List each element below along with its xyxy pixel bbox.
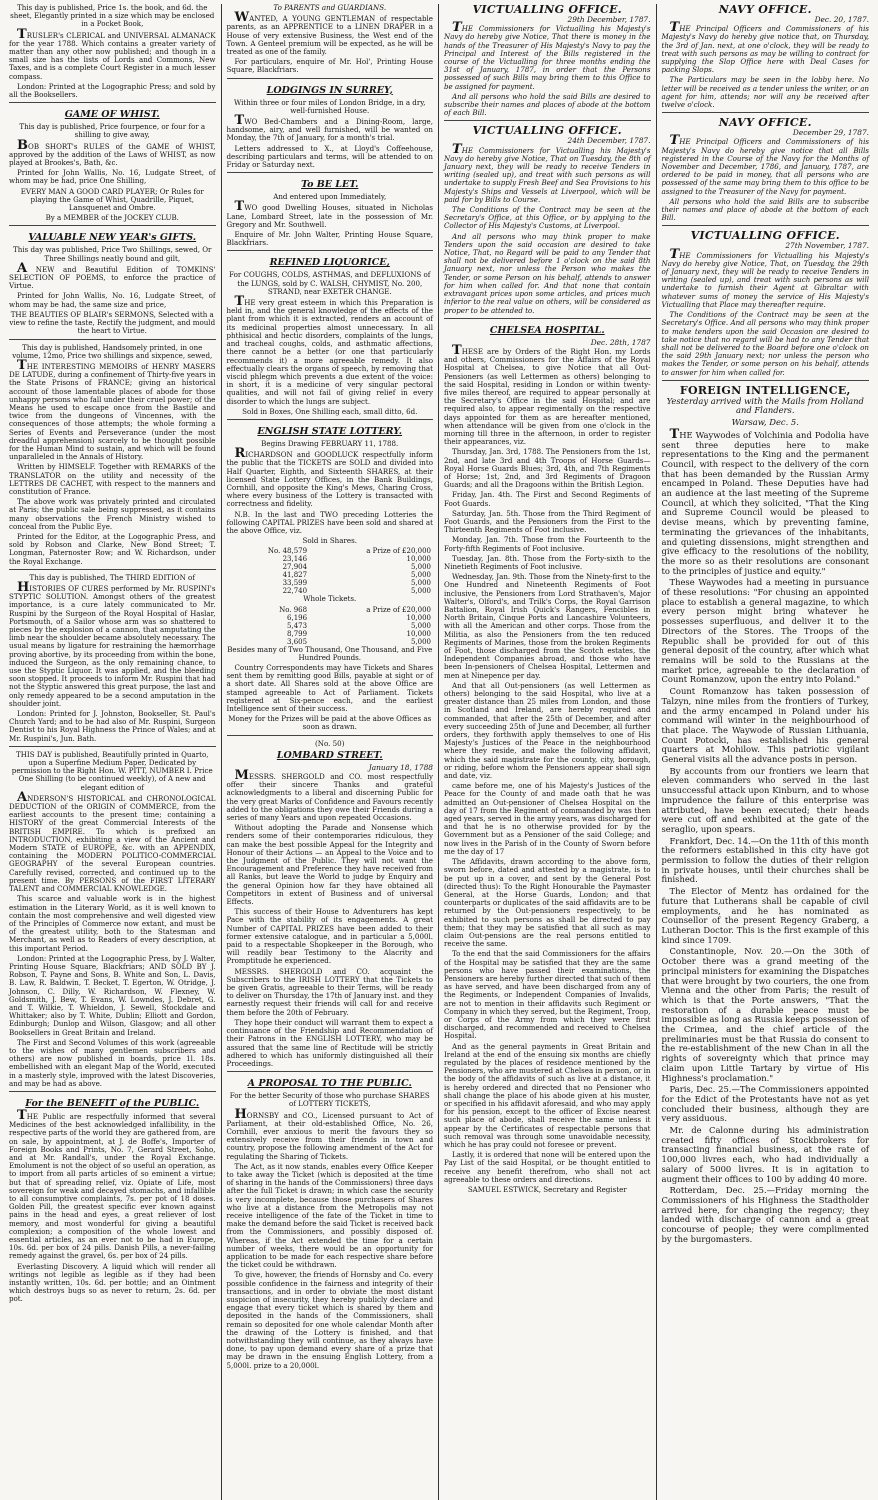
notice-date: Dec. 28th, 1787 [590, 337, 651, 347]
ad-heading: ENGLISH STATE LOTTERY. [257, 425, 403, 437]
ad-text: Printed for John Wallis, No. 16, Ludgate Street, of whom may be had, the same size and price, [9, 291, 216, 309]
liquorice-advert [227, 250, 434, 415]
anderson-commerce-advert [9, 746, 216, 1088]
victualling-office-notice-3 [662, 225, 870, 376]
whole-prize-table [227, 606, 434, 646]
ad-text: To give, however, the friends of Hornsby and Co. every possible confidence in the fairness and integrity of their transactions, and in order to obviate the most distant suspicion of insecurity, they hereby publicly declare and engage that every ticket which is shared by them and deposited in the hands of the Commissioners, shall remain so deposited for one whole calendar Month after the drawing of the Lottery is finished, and that notwithstanding they will continue, as they always have done, to pay upon demand every share of a prize that may be drawn in the ensuing English Lottery, from a 5,000l. prize to a 20,000l. [226, 1270, 433, 1370]
article-text: By accounts from our frontiers we learn that eleven commanders who served in the last unsuccessful attack upon Kinburn, and to whose imprudence the failure of this enterprise was attributed, have been executed; their heads were cut off and exhibited at the gate of the seraglio, upon spears. [661, 765, 869, 834]
notice-text: Tuesday, Jan. 8th. Those from the Forty-sixth to the Ninetieth Regiments of Foot inclusive. [444, 553, 651, 571]
ad-text: THE very great esteem in which this Preparation is held in, and the general knowledge of the effects of the plant from which it is extracted, renders an account of its medicinal properties almost unnecessary. In all phthisical and hectic disorders, complaints of the lungs, and tracheal coughs, colds, and asthmatic affections, there cannot be a better (or one that particularly recommends it) a more agreeable remedy. It also effectually clears the organs of speech, by removing that viscid phlegm which prevents a due extent of the voice: in short, it is a medicine of very singular pectoral qualities, and will not fail of giving relief in every disorder to which the lungs are subject. [226, 294, 433, 406]
ad-text: London: Printed for J. Johnston, Bookseller, St. Paul's Church Yard; and to be had also of Mr. Ruspini, Surgeon Dentist to his Royal Highness the Prince of Wales; and at Mr. Ruspini's, Jun. Bath. [9, 709, 216, 743]
notice-text: The Conditions of the Contract may be seen at the Secretary's Office, at this Office, or by applying to the Collector of His Majesty's Customs, at Liverpool. [444, 205, 651, 231]
ad-text: Country Correspondents may have Tickets and Shares sent them by remitting good Bills, payable at sight or of a short date. All Shares sold at the above Office are stamped agreeable to Act of Parliament. Tickets registered at Six-pence each, and the earliest Intelligence sent of their success. [226, 662, 433, 713]
lombard-street-advert [227, 735, 434, 1069]
notice-text: Friday, Jan. 4th. The First and Second Regiments of Foot Guards. [444, 490, 651, 508]
ad-heading: For the BENEFIT of the PUBLIC. [25, 1097, 200, 1109]
ad-text: Without adopting the Parade and Nonsense which renders some of their contemporaries ridiculous, they can make the best possible Appeal for the Integrity and Honour of their Actions — an Appeal to the Voice and to the Judgment of the Public. They will not want the Encouragement and Preference they have received from all Ranks, but leave the World to judge by Enquiry and the general Opinion how far they have obtained all Competitors in extent of Business and of universal Effects. [226, 823, 433, 907]
ad-text: Within three or four miles of London Bridge, in a dry, well-furnished House. [233, 97, 426, 115]
ad-heading: To BE LET. [301, 179, 359, 191]
latude-memoirs-advert [9, 339, 216, 566]
article-text: The Elector of Mentz has ordained for the future that Lutherans shall be capable of civil employments, and he has nominated as Counsellor of the present Regency Graberg, a Lutheran Doctor. This is the first example of this kind since 1709. [661, 886, 869, 945]
proposal-advert [227, 1071, 434, 1370]
prize-table-label: Sold in Shares. [302, 536, 357, 546]
ad-text: And entered upon Immediately, [273, 192, 387, 202]
column-2 [222, 4, 440, 1500]
ad-text: To PARENTS and GUARDIANS. [273, 4, 387, 12]
ad-text: WANTED, A YOUNG GENTLEMAN of respectable parents, as an APPRENTICE to a LINEN DRAPER in a House of very extensive Business, the West end of the Town. A Genteel premium will be expected, as he will be treated as one of the family. [226, 10, 433, 57]
ad-heading: LODGINGS IN SURREY, [266, 84, 393, 96]
table-row: 33,599 5,000 [282, 579, 431, 588]
ad-text: Printed for the Editor, at the Logographic Press, and sold by Robson and Clarke, New Bond Street; T. Longman, Paternoster Row; and W. Richardson, under the Royal Exchange. [9, 531, 216, 566]
article-subheading: Yesterday arrived with the Mails from Holland and Flanders. [666, 395, 864, 416]
table-row: 41,827 5,000 [282, 571, 431, 580]
ad-text: This day was published, Price Two Shillings, sewed, Or Three Shillings neatly bound and gilt, [13, 245, 212, 263]
shares-prize-table [227, 547, 434, 595]
prize-table-label: Whole Tickets. [303, 594, 357, 604]
ad-date: January 18, 1788 [368, 762, 433, 772]
ad-text: MESSRS. SHERGOLD and CO. most respectfully offer their sincere Thanks and grateful acknowledgments to a liberal and discerning Public for the very great Marks of Confidence and Favours recently added to the obligations they owe their Friends during a series of many Years and upon repeated Occasions. [226, 768, 433, 823]
notice-date: Dec. 20, 1787. [814, 15, 869, 24]
ad-text: Letters addressed to X., at Lloyd's Coffeehouse, describing particulars and terms, will be attended to on Friday or Saturday next. [226, 143, 433, 170]
ad-text: MESSRS. SHERGOLD and CO. acquaint the Subscribers to the IRISH LOTTERY that the Tickets to be given Gratis, agreeable to their Terms, will be ready to deliver on Thursday, the 17th of January inst. and they earnestly request their friends will call for and receive them before the 20th of February. [226, 966, 433, 1017]
ad-text: BOB SHORT's RULES of the GAME of WHIST, approved by the addition of the Laws of WHIST, as now played at Brookes's, Bath, &c. [9, 137, 216, 168]
ad-text: This scarce and valuable work is in the highest estimation in the Literary World, as it is well known to contain the most comprehensive and well digested view of the Principles of Commerce now extant, and must be of the greatest utility, both to the Statesman and Merchant, as well as to Readers of every description, at this important Period. [9, 894, 216, 953]
notice-text: The Particulars may be seen in the lobby here. No letter will be received as a tender unless the writer, or an agent for him, attends; nor will any be received after twelve o'clock. [661, 75, 869, 110]
ad-text: For COUGHS, COLDS, ASTHMAS, and DEFLUXIONS of the LUNGS, sold by C. WALSH, CHYMIST, No. 200, STRAND, near EXETER CHANGE. [229, 270, 431, 296]
ad-text: THIS DAY is published, Beautifully printed in Quarto, upon a Superfine Medium Paper, Dedicated by permission to the Right Hon. W. PITT, NUMBER I. Price One Shilling (to be continued weekly), of A new and elegant edition of [11, 749, 213, 792]
ad-text: TRUSLER's CLERICAL and UNIVERSAL ALMANACK for the year 1788. Which contains a greater variety of matter than any other now published; and though in a small size has the lists of Lords and Commons, New Taxes, and is a complete Court Register in a much lesser compass. [9, 26, 216, 81]
ad-text: Begins Drawing FEBRUARY 11, 1788. [261, 438, 399, 448]
ad-heading: VALUABLE NEW YEAR's GIFTS. [28, 232, 197, 244]
column-3 [439, 4, 657, 1500]
notice-text: THE Principal Officers and Commissioners of his Majesty's Navy do hereby give notice that, on Thursday, the 3rd of Jan. next, at one o'clock, they will be ready to treat with such persons as may be willing to contract for supplying the Slop Office here with Deal Cases for packing Slops. [661, 20, 869, 75]
ad-text: A NEW and Beautiful Edition of TOMKINS' SELECTION OF POEMS, to enforce the practice of Virtue. [9, 260, 216, 291]
victualling-office-notice-1 [444, 4, 651, 117]
ad-text: Printed for John Wallis, No. 16, Ludgate Street, of whom may be had, price One Shilling, [9, 168, 216, 186]
ad-text: THE Public are respectfully informed that several Medicines of the best acknowledged infallibility, in the respective parts of the world they are gathered from, are on sale, by appointment, at J. de Boffe's, Importer of Foreign Books and Prints, No. 7, Gerard Street, Soho, and at Mr. Randall's, under the Royal Exchange. Emolument is not the object of so useful an operation, as to import from all parts articles of so eminent a virtue; but that of spreading relief, viz. Opiate of Life, most sovereign for weak and decayed stomachs, and infallible to all consumptive complaints, 7s. per pot of 18 doses. Golden Pill, the greatest specific ever known against pains in the head and eyes, a great reliever of lost memory, and most wonderful for giving a beautiful complexion; a composition of the whole lowest and essential articles, as an ever not to be had in Europe, 10s. 6d. per box of 24 pills. Danish Pills, a never-failing remedy against the gravel, 6s. per box of 24 pills. [9, 1107, 216, 1261]
notice-text: THE Commissioners for Victualling his Majesty's Navy do hereby give Notice, That there is money in the hands of the Treasurer of His Majesty's Navy to pay the Principal and Interest of the Bills registered in the course of the Victualling for three months ending the 31st of January, 1787, in order that the Persons possessed of such Bills may bring them to this Office to be assigned for payment. [444, 20, 651, 91]
ad-text: This success of their House to Adventurers has kept Pace with the stability of its engagements. A great Number of CAPITAL PRIZES have been added to their former extensive catalogue, and in particular a 5,000l. paid to a respectable Shopkeeper in the Borough, who will readily bear Testimony to the Alacrity and Promptitude he experienced. [226, 907, 433, 966]
table-row: 27,904 5,000 [282, 563, 431, 572]
notice-text: And all persons who may think proper to make Tenders upon the said occasion are desired to take Notice, That, no Regard will be paid to any Tender that shall not be delivered before 1 o'clock on the said 8th January next, nor unless the Person who makes the Tender, or some Person on his behalf, attends to answer for him when called for. And that none that contain extravagant prices upon some articles, and prices much inferior to the real value on others, will be considered as proper to be attended to. [444, 231, 651, 315]
ad-text: HORNSBY and CO., Licensed pursuant to Act of Parliament, at their old-established Office, No. 26, Cornhill, ever anxious to merit the favours they so extensively receive from their friends in town and country, propose the following amendment of the Act for regulating the Sharing of Tickets. [226, 1106, 433, 1161]
table-row: No. 968 a Prize of £20,000 [279, 605, 431, 614]
victualling-office-notice-2 [444, 120, 651, 314]
notice-text: THE Principal Officers and Commissioners of his Majesty's Navy do hereby give notice that all Bills registered in the Course of the Navy for the Months of November and December, 1786, and January, 1787, are ordered to be paid in money, that all persons who are possessed of the same may bring them to this office to be assigned to the Treasurer of the Navy for payment. [661, 133, 869, 196]
ruspini-advert [9, 569, 216, 743]
notice-text: Lastly, it is ordered that none will be entered upon the Pay List of the said Hospital, or be thought entitled to receive any benefit therefrom, who shall not act agreeable to these orders and directions. [444, 1150, 651, 1184]
notice-text: Monday, Jan. 7th. Those from the Fourteenth to the Forty-fifth Regiments of Foot inclusive. [444, 535, 651, 553]
new-years-gifts-advert [9, 225, 216, 335]
notice-text: The Affidavits, drawn according to the above form, sworn before, dated and attested by a magistrate, is to be put up in a cover, and sent by the General Post (directed thus): To the Right Honourable the Paymaster General, at the Horse Guards, London; and that counterparts or duplicates of the said affidavits are to be returned by the Out-pensioners respectively, to be exhibited to such persons as shall be directed to pay them; that they may be satisfied that all such as may claim Out-pensions are the real persons entitled to receive the same. [444, 857, 651, 949]
ad-text: For particulars, enquire of Mr. Hol', Printing House Square, Blackfriars. [226, 57, 433, 75]
article-text: THE Waywodes of Volchinia and Podolia have sent three deputies here to make representations to the King and the permanent Council, with respect to the delivery of the corn that has been demanded by the Russian Army encamped in Poland. These Deputies have had an audience at the last meeting of the Supreme Council, at which they solicited, "That the King and Supreme Council would be pleased to devise means, which by preventing famine, terminating the grievances of the inhabitants, and quieting dissensions, might strengthen and give efficacy to the resolutions of the nobility, the more so as their resolutions are consonant to the principles of justice and equity." [661, 426, 869, 576]
table-row: 23,146 10,000 [282, 555, 431, 564]
column-1 [4, 4, 222, 1500]
article-text: Constantinople, Nov. 20.—On the 30th of October there was a grand meeting of the principal ministers for examining the Dispatches that were brought by two couriers, the one from Vienna and the other from Paris; the result of which is that the Porte answers, "That the restoration of a durable peace must be impossible as long as Russia keeps possession of the Crimea, and the chief article of the preliminaries must be that Russia do consent to the re-establishment of the new Chan in all the rights of sovereignty which that prince may claim upon Little Tartary by virtue of His Highness's proclamation." [661, 946, 869, 1083]
ad-text: The above work was privately printed and circulated at Paris; the public sale being suppressed, as it contains many observations the French Ministry wished to conceal from the Public Eye. [9, 497, 216, 531]
ad-text: This day is published, The THIRD EDITION of [29, 572, 195, 582]
notice-text: The Conditions of the Contract may be seen at the Secretary's Office. And all persons who may think proper to make tenders upon the said Occasion are desired to take notice that no regard will be had to any Tender that shall not be delivered to the Board before one o'clock on the said 29th January next; nor unless the person who makes the Tender, or some person on his behalf, attends to answer for him when called for. [661, 310, 869, 377]
table-row: 6,196 10,000 [287, 613, 431, 622]
notice-date: 24th December, 1787. [567, 136, 651, 146]
ad-text: London: Printed at the Logographic Press; and sold by all the Booksellers. [9, 81, 216, 100]
ad-text: London: Printed at the Logographic Press, by J. Walter, Printing House Square, Blackfriars; AND SOLD BY J. Robson, T. Payne and Sons, B. White and Son, L. Davis, B. Law, R. Baldwin, T. Becket, T. Egerton, W. Otridge, J. Johnson, C. Dilly, W. Richardson, W. Flexney, W. Goldsmith, J. Bew, T. Evans, W. Lowndes, J. Debret, G. and T. Wilkie, T. Whieldon, J. Sewell, Stockdale and Whittaker; also by T. White, Dublin; Elliott and Gordon, Edinburgh; Dunlop and Wilson, Glasgow; and all other Booksellers in Great Britain and Ireland. [9, 953, 216, 1037]
notice-text: Wednesday, Jan. 9th. Those from the Ninety-first to the One Hundred and Nineteenth Regiments of Foot inclusive, the Pensioners from Lord Strathaven's, Major Walter's, Olford's, and Trilk's Corps, the Royal Garrison Battalion, Royal Irish Quick's Rangers, Fencibles in North Britain, Cinque Ports and Lancashire Volunteers, with all the American and other corps. Those from the Militia, as also the Pensioners from the ten reduced Regiments of Marines, those from the broken Regiments of Foot, those discharged from the Scotch estates, the Independent Companies abroad, and those who have been In-pensioners of Chelsea Hospital, Lettermen and men at Ninepence per day. [444, 572, 651, 680]
ad-heading: REFINED LIQUORICE, [269, 257, 390, 269]
notice-text: THE Commissioners for Victualling his Majesty's Navy do hereby give Notice, That, on Tuesday, the 29th of January next, they will be ready to receive Tenders in writing (sealed up), and treat with such persons as will undertake to furnish their Agent at Gibraltar with whatever sums of money the service of His Majesty's Victualling that Place may thereafter require. [661, 246, 869, 309]
ad-text: TWO Bed-Chambers and a Dining-Room, large, handsome, airy, and well furnished, will be wanted on Monday, the 7th of January, for a month's trial. [226, 113, 433, 143]
ad-heading: LOMBARD STREET. [276, 749, 383, 761]
article-text: Mr. de Calonne during his administration created fifty offices of Stockbrokers for transacting financial business, at the rate of 100,000 livres each, who had individually a salary of 5000 livres. It is in agitation to augment their offices to 100 by adding 40 more. [661, 1125, 869, 1184]
ad-text: By a MEMBER of the JOCKEY CLUB. [45, 213, 179, 223]
article-text: Rotterdam, Dec. 25.—Friday morning the Commissioners of his Highness the Stadtholder arrived here, for changing the regency; they landed with discharge of cannon and a great concourse of people; they were complimented by the burgomasters. [661, 1185, 869, 1244]
ad-text: For the better Security of those who purchase SHARES of LOTTERY TICKETS, [229, 1091, 430, 1109]
ad-text: HISTORIES OF CURES performed by Mr. RUSPINI's STYPTIC SOLUTION. Amongst others of the greatest importance, is a cure lately communicated to Mr. Ruspini by the Surgeon of the Royal Hospital of Haslar, Portsmouth, of a Sailor whose arm was so shattered to pieces by the explosion of a cannon, that amputating the limb near the shoulder became absolutely necessary. The usual means by ligature for restraining the hæmorrhage proving abortive, by its proceeding from within the bone, induced the Surgeon, as the only remaining chance, to use the Styptic Liquor. It was applied, and the bleeding soon stopped. It proceeds to inform Mr. Ruspini that had not the Styptic answered this great purpose, the last and only remedy appeared to be a second amputation in the shoulder joint. [9, 579, 216, 708]
ad-text: Enquire of Mr. John Walter, Printing House Square, Blackfriars. [226, 230, 433, 248]
ad-number: (No. 50) [315, 738, 345, 748]
notice-text: And all persons who hold the said Bills are desired to subscribe their names and places of abode at the bottom of each Bill. [444, 91, 651, 118]
table-row: 22,740 5,000 [282, 587, 431, 596]
ad-text: RICHARDSON and GOODLUCK respectfully inform the public that the TICKETS are SOLD and divided into Half Quarter, Eighth, and Sixteenth SHARES, at their licensed State Lottery Offices, in the Bank Buildings, Cornhill, and opposite the King's Mews, Charing Cross, where every business of the Lottery is transacted with correctness and fidelity. [226, 446, 433, 509]
article-heading: FOREIGN INTELLIGENCE, [679, 383, 851, 397]
chelsea-hospital-notice [444, 318, 651, 1195]
to-be-let-advert [227, 172, 434, 247]
table-row: No. 48,579 a Prize of £20,000 [267, 547, 431, 556]
notice-text: To the end that the said Commissioners for the affairs of the Hospital may be satisfied that they are the same persons who have passed their examinations, the Pensioners are hereby further directed that such of them as have served, and have been discharged from any of the Regiments, or Independent Companies of Invalids, are not to mention in their affidavits such Regiment or Company in which they served, but the Regiment, Troop, or Corps of the Army from which they were first discharged, and recommended and received to Chelsea Hospital. [444, 949, 651, 1041]
notice-date: 27th November, 1787. [785, 241, 869, 251]
notice-text: THE Commissioners for Victualling his Majesty's Navy do hereby give Notice, That on Tuesday, the 8th of January next, they will be ready to receive Tenders in writing (sealed up), and treat with such persons as will undertake to supply Fresh Beef and Sea Provisions to his Majesty's Ships and Vessels at Liverpool, which will be paid for by Bills to Course. [444, 141, 651, 204]
article-text: Count Romanzow has taken possession of Talzyn, nine miles from the frontiers of Turkey, and the army encamped in Poland under his command will winter in the neighbourhood of that place. The Waywode of Russian Lithuania, Count Potocki, has established his general quarters at Mohilow. This patriotic vigilant General visits all the advance posts in person. [661, 686, 869, 765]
table-row: 5,473 5,000 [287, 621, 431, 630]
notice-text: THESE are by Orders of the Right Hon. my Lords and others, Commissioners for the Affairs of the Royal Hospital at Chelsea, to give Notice that all Out-Pensioners (as well Lettermen as others) belonging to the said Hospital, residing in London or within twenty-five miles thereof, are required to appear personally at the Secretary's Office in the said Hospital; and are required also, to appear regimentally on the respective days appointed for them as are hereafter mentioned, when attendance will be given from one o'clock in the morning till three in the afternoon, in order to register their appearances, viz. [444, 342, 651, 447]
notice-heading: VICTUALLING OFFICE. [690, 229, 840, 243]
article-dateline: Warsaw, Dec. 5. [731, 417, 799, 428]
whist-advert [9, 102, 216, 222]
notice-heading: VICTUALLING OFFICE. [472, 4, 622, 16]
ad-text: They hope their conduct will warrant them to expect a continuance of the Friendship and Recommendation of their Patrons in the ENGLISH LOTTERY, who may be assured that the same line of Rectitude will be strictly adhered to which has uniformly distinguished all their Proceedings. [226, 1017, 433, 1068]
ad-heading: GAME OF WHIST. [64, 109, 160, 121]
notice-date: December 29, 1787. [792, 128, 869, 138]
ad-text: This day is published, Price fourpence, or four for a shilling to give away, [19, 122, 206, 140]
notice-text: And that all Out-pensioners (as well Lettermen as others) belonging to the said Hospital, who live at a greater distance than 25 miles from London, and those in Scotland and Ireland, are hereby required and commanded, that after the 25th of December, and after every succeeding 25th of June and December, all further orders, they forthwith apply themselves to one of His Majesty's Justices of the Peace in the neighbourhood where they reside, and make the following affidavit, which the said magistrate for the county, city, borough, or riding, before whom the Pensioners appear shall sign and date, viz. [444, 680, 651, 781]
column-4 [657, 4, 875, 1500]
almanack-advert [9, 4, 216, 99]
ad-text: Money for the Prizes will be paid at the above Offices as soon as drawn. [228, 714, 432, 732]
notice-text: And as the general payments in Great Britain and Ireland at the end of the ensuing six months are chiefly regulated by the places of residence mentioned by the Pensioners, who are mustered at Chelsea in person, or in the body of the affidavits of such as live at a distance, it is hereby ordered and directed that no Pensioner who shall change the place of his abode given at his muster, or specified in his affidavit aforesaid, and who may apply for his pension, except to the officer of Excise nearest such place of abode, shall receive the same unless it appear by the Certificates of respectable persons that such removal was through some unavoidable necessity, which he has pray could not foresee or prevent. [444, 1041, 651, 1149]
ad-text: TWO good Dwelling Houses, situated in Nicholas Lane, Lombard Street, late in the possession of Mr. Gregory and Mr. Southwell. [226, 199, 433, 229]
article-text: These Waywodes had a meeting in pursuance of these resolutions: "For chusing an appointed place to establish a general magazine, to which every person might bring whatever he possesses superfluous, and deliver it to the Directors of the Stores. The Troops of the Republic shall be provided for out of this general deposit of the country, after which what remains will be sold to the Russians at the market price, agreeable to the declaration of Count Romanzow, upon the entry into Poland." [661, 577, 869, 685]
ad-text: This day is published, Handsomely printed, in one volume, 12mo, Price two shillings and sixpence, sewed, [12, 342, 213, 360]
ad-text: EVERY MAN A GOOD CARD PLAYER; Or Rules for playing the Game of Whist, Quadrille, Piquet, Lansquenet and Ombre. [20, 186, 204, 213]
article-text: Paris, Dec. 25.—The Commissioners appointed for the Edict of the Protestants have not as yet concluded their business, although they are very assiduous. [661, 1084, 869, 1124]
surrey-lodgings-advert [227, 78, 434, 170]
notice-text: Saturday, Jan. 5th. Those from the Third Regiment of Foot Guards, and the Pensioners from the First to the Thirteenth Regiments of Foot inclusive. [444, 508, 651, 535]
notice-heading: CHELSEA HOSPITAL. [489, 324, 605, 336]
ad-text: Everlasting Discovery. A liquid which will render all writings not legible as legible as if they had been instantly written, 10s. 6d. per bottle; and an Ointment which destroys bugs so as never to return, 2s. 6d. per pot. [9, 1261, 216, 1304]
notice-text: came before me, one of his Majesty's Justices of the Peace for the County of and made oath that he was admitted an Out-pensioner of Chelsea Hospital on the day of 17 from the Regiment of commanded by was then aged years, served in the army years, was discharged for and that he is no otherwise provided for by the Government but as a Pensioner of the said College; and now lives in the Parish of in the County of Sworn before me the day of 17 [444, 781, 651, 856]
notice-signature: SAMUEL ESTWICK, Secretary and Register [467, 1185, 627, 1195]
ad-text: The Act, as it now stands, enables every Office Keeper to take away the Ticket (which is deposited at the time of sharing in the hands of the Commissioners) three days after the full Ticket is drawn; in which case the security is very incomplete, because those purchasers of Shares who live at a distance from the Metropolis may not receive intelligence of the fate of the Ticket in time to make the demand before the said Ticket is received back from the Commissioners, and possibly disposed of. Whereas, if the Act extended the time for a certain number of weeks, there would be an opportunity for application to be made for each respective share before the ticket could be withdrawn. [226, 1161, 433, 1270]
apprentice-wanted-advert [227, 4, 434, 75]
navy-office-notice-1 [662, 4, 870, 109]
ad-text: This day is published, Price 1s. the book, and 6d. the sheet, Elegantly printed in a size which may be enclosed in a Pocket Book, [10, 4, 215, 29]
notice-heading: NAVY OFFICE. [718, 116, 812, 130]
ad-text: Sold in Boxes, One Shilling each, small ditto, 6d. [242, 406, 418, 416]
notice-text: Thursday, Jan. 3rd, 1788. The Pensioners from the 1st, 2nd, and late 3rd and 4th Troops of Horse Guards—Royal Horse Guards Blues; 3rd, 4th, and 7th Regiments of Horse; 1st, 2nd, and 3rd Regiments of Dragoon Guards; and all the Dragoons within the British Legion. [444, 447, 651, 490]
table-row: 8,799 10,000 [287, 629, 431, 638]
notice-heading: NAVY OFFICE. [718, 4, 812, 16]
ad-text: Besides many of Two Thousand, One Thousand, and Five Hundred Pounds. [227, 644, 433, 662]
ad-text: Written by HIMSELF. Together with REMARKS of the TRANSLATOR on the utility and necessity of the LETTRES DE CACHET, with respect to the manners and constitution of France. [9, 462, 216, 496]
ad-text: The First and Second Volumes of this work (agreeable to the wishes of many gentlemen subscribers and others) are now published in boards, price 1l. 18s. embellished with an elegant Map of the World, executed in a masterly style, improved with the latest Discoveries, and may be had as above. [9, 1037, 216, 1088]
ad-text: THE BEAUTIES OF BLAIR's SERMONS, Selected with a view to refine the taste, Rectify the judgment, and mould the heart to Virtue. [9, 309, 216, 336]
ad-text: N.B. In the last and TWO preceding Lotteries the following CAPITAL PRIZES have been sold and shared at the above Office, viz. [226, 509, 433, 535]
navy-office-notice-2 [662, 112, 870, 222]
foreign-intelligence-article [662, 380, 870, 1245]
ad-text: ANDERSON'S HISTORICAL and CHRONOLOGICAL DEDUCTION of the ORIGIN of COMMERCE, from the earliest accounts to the present time; containing a HISTORY of the great Commercial Interests of the BRITISH EMPIRE. To which is prefixed an INTRODUCTION, exhibiting a view of the Ancient and Modern STATE of EUROPE, &c. with an APPENDIX, containing the MODERN POLITICO-COMMERCIAL GEOGRAPHY of the several European countries. Carefully revised, corrected, and continued up to the present time. By PERSONS of the FIRST LITERARY TALENT and COMMERCIAL KNOWLEDGE. [9, 789, 216, 894]
ad-text: THE INTERESTING MEMOIRS of HENRY MASERS DE LATUDE, during a confinement of Thirty-five years in the State Prisons of FRANCE; giving an historical account of those lamentable places of abode for those unhappy persons who fall under their cruel power; of the Means he used to escape once from the Bastile and twice from the dungeons of Vincennes, with the consequences of those attempts; the whole forming a Series of Events and Perseverance (under the most dreadful apprehension) scarcely to be thought possible for the Human Mind to sustain, and which will be found unparalleled in the Annals of History. [9, 357, 216, 462]
public-benefit-advert [9, 1091, 216, 1304]
notice-text: All persons who hold the said Bills are to subscribe their names and place of abode at the bottom of each Bill. [661, 196, 869, 223]
state-lottery-advert [227, 419, 434, 732]
table-row: 3,605 5,000 [287, 637, 431, 646]
notice-date: 29th December, 1787. [567, 15, 651, 24]
article-text: Frankfort, Dec. 14.—On the 11th of this month the reformers established in this city have got permission to follow the duties of their religion in private houses, until their churches shall be finished. [661, 835, 869, 885]
ad-heading: A PROPOSAL TO THE PUBLIC. [247, 1078, 412, 1090]
notice-heading: VICTUALLING OFFICE. [472, 124, 622, 138]
